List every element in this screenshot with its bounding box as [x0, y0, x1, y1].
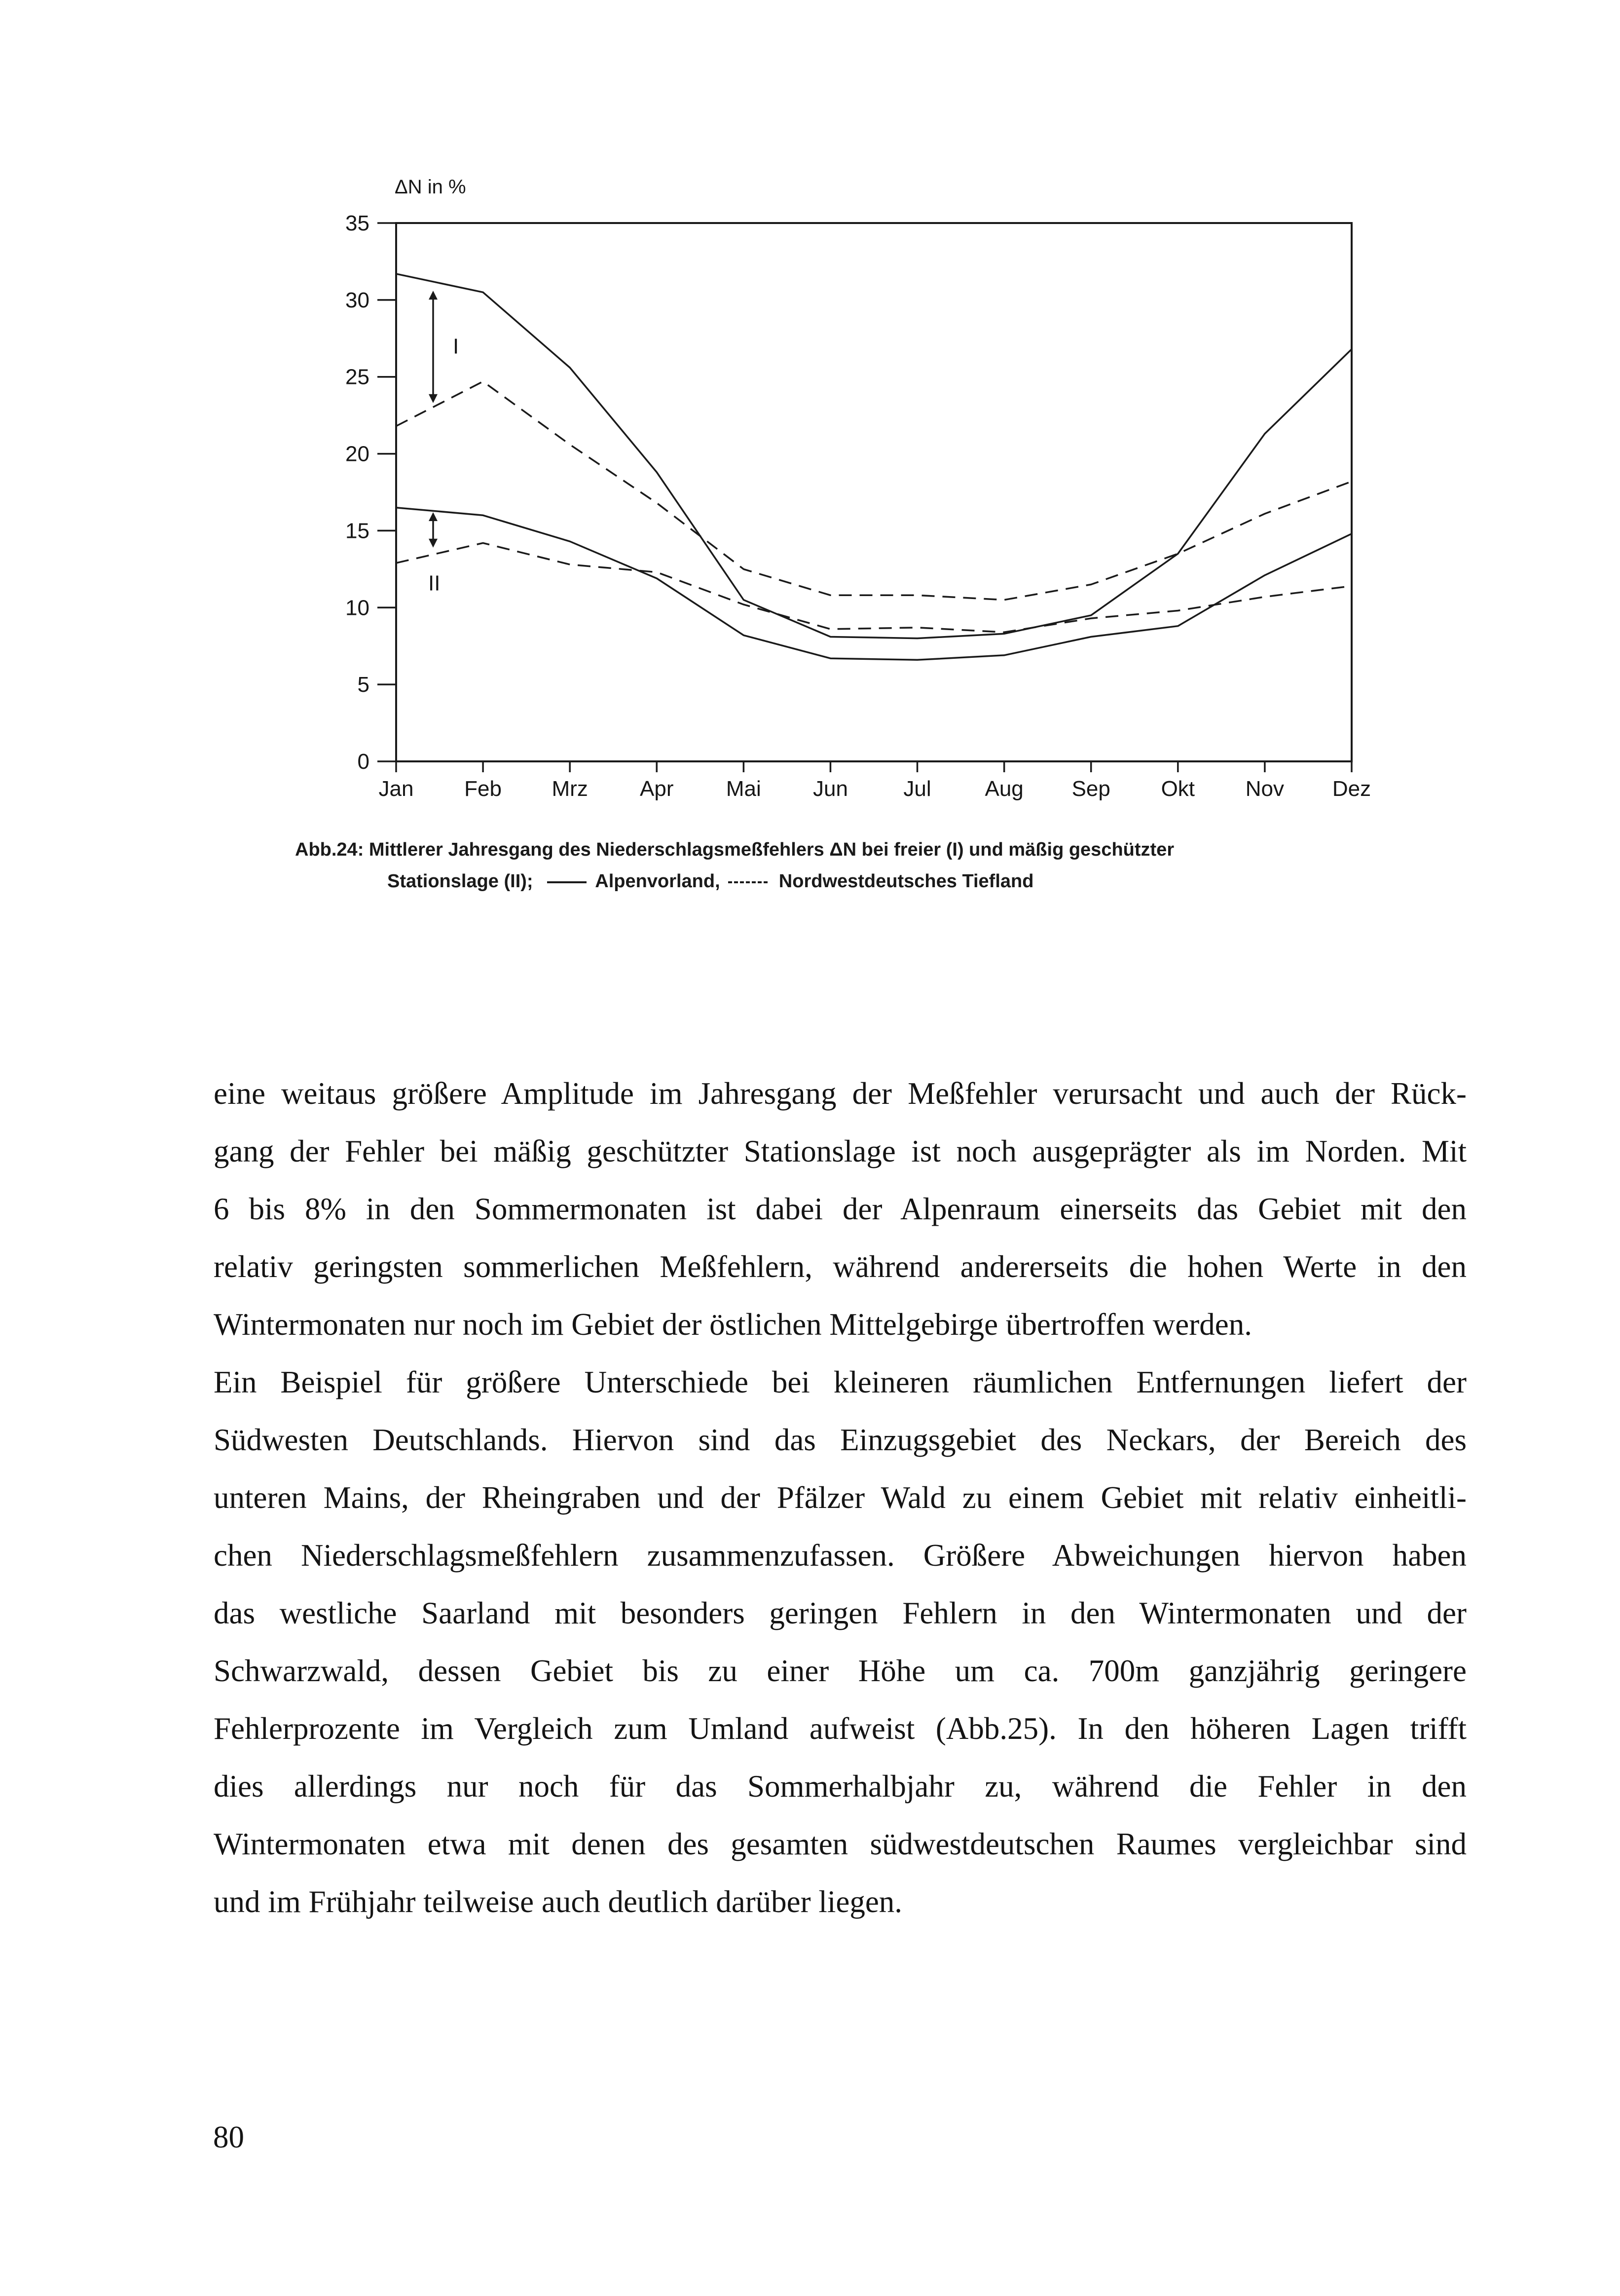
legend-solid-line-icon: [547, 881, 587, 883]
x-tick-label: Sep: [1071, 777, 1110, 801]
body-line: chen Niederschlagsmeßfehlern zusammenzufassen. Größere Abweichungen hiervon haben: [214, 1538, 1467, 1573]
series-lines: [396, 274, 1352, 660]
series-line-II-dashed: [396, 543, 1352, 632]
body-line: Fehlerprozente im Vergleich zum Umland aufweist (Abb.25). In den höheren Lagen trifft: [214, 1711, 1467, 1746]
legend-dashed-line-icon: [728, 881, 768, 883]
body-line: Wintermonaten nur noch im Gebiet der östlichen Mittelgebirge übertroffen werden.: [214, 1307, 1252, 1342]
body-text: [214, 1065, 1467, 1931]
y-tick-label: 20: [345, 442, 369, 466]
body-line: Ein Beispiel für größere Unterschiede bei kleineren räumlichen Entfernungen liefert der: [214, 1365, 1467, 1399]
y-tick-label: 5: [357, 673, 369, 697]
marker-II-arrow-head-up: [429, 512, 438, 521]
body-line: unteren Mains, der Rheingraben und der Pfälzer Wald zu einem Gebiet mit relativ einheitli-: [214, 1480, 1467, 1515]
x-tick-label: Jul: [903, 777, 931, 801]
marker-II-arrow-head-down: [429, 539, 438, 548]
y-tick-label: 30: [345, 288, 369, 312]
marker-II-label: II: [428, 571, 441, 596]
y-axis-ticks: [345, 211, 396, 774]
caption-line-2: [295, 866, 1380, 897]
caption-line-1: Abb.24: Mittlerer Jahresgang des Niederschlagsmeßfehlers ΔN bei freier (I) und mäßig geschützter: [295, 839, 1175, 860]
series-line-I-dashed: [396, 381, 1352, 600]
x-tick-label: Mrz: [552, 777, 588, 801]
y-tick-label: 35: [345, 211, 369, 235]
y-axis-label: ΔN in %: [395, 176, 466, 198]
body-line: Südwesten Deutschlands. Hiervon sind das Einzugsgebiet des Neckars, der Bereich des: [214, 1423, 1467, 1457]
y-tick-label: 15: [345, 519, 369, 543]
plot-border: [396, 223, 1352, 761]
marker-I-arrow-head-down: [429, 394, 438, 403]
body-line: relativ geringsten sommerlichen Meßfehlern, während andererseits die hohen Werte in den: [214, 1249, 1467, 1284]
y-tick-label: 25: [345, 365, 369, 389]
body-line: gang der Fehler bei mäßig geschützter Stationslage ist noch ausgeprägter als im Norden. Mit: [214, 1134, 1467, 1168]
x-tick-label: Feb: [464, 777, 502, 801]
body-line: und im Frühjahr teilweise auch deutlich darüber liegen.: [214, 1884, 903, 1919]
series-line-I-solid: [396, 274, 1352, 639]
x-tick-label: Jan: [378, 777, 414, 801]
marker-I-arrow-head-up: [429, 291, 438, 300]
group-markers: [428, 291, 459, 595]
x-tick-label: Aug: [985, 777, 1024, 801]
body-line: dies allerdings nur noch für das Sommerhalbjahr zu, während die Fehler in den: [214, 1769, 1467, 1804]
x-axis-ticks: [379, 761, 1371, 801]
figure-abb24: [316, 168, 1391, 819]
x-tick-label: Nov: [1245, 777, 1285, 801]
x-tick-label: Mai: [726, 777, 761, 801]
body-line: 6 bis 8% in den Sommermonaten ist dabei der Alpenraum einerseits das Gebiet mit den: [214, 1192, 1467, 1226]
caption-line-2-start: Stationslage (II);: [387, 871, 533, 892]
body-line: das westliche Saarland mit besonders geringen Fehlern in den Wintermonaten und der: [214, 1596, 1467, 1630]
line-chart: [316, 168, 1391, 819]
legend-solid-label: Alpenvorland,: [595, 871, 720, 892]
body-line: Schwarzwald, dessen Gebiet bis zu einer Höhe um ca. 700m ganzjährig geringere: [214, 1654, 1467, 1688]
x-tick-label: Okt: [1161, 777, 1195, 801]
marker-I-label: I: [453, 334, 459, 359]
page-number: 80: [213, 2120, 244, 2154]
body-line: eine weitaus größere Amplitude im Jahresgang der Meßfehler verursacht und auch der Rück-: [214, 1076, 1467, 1111]
x-tick-label: Jun: [812, 777, 848, 801]
plot-frame: [396, 223, 1352, 761]
y-tick-label: 0: [357, 750, 369, 774]
body-line: Wintermonaten etwa mit denen des gesamten südwestdeutschen Raumes vergleichbar sind: [214, 1827, 1467, 1861]
x-tick-label: Dez: [1332, 777, 1371, 801]
legend-dashed-label: Nordwestdeutsches Tiefland: [778, 871, 1034, 892]
x-tick-label: Apr: [640, 777, 674, 801]
y-tick-label: 10: [345, 596, 369, 620]
figure-caption: [295, 834, 1380, 897]
